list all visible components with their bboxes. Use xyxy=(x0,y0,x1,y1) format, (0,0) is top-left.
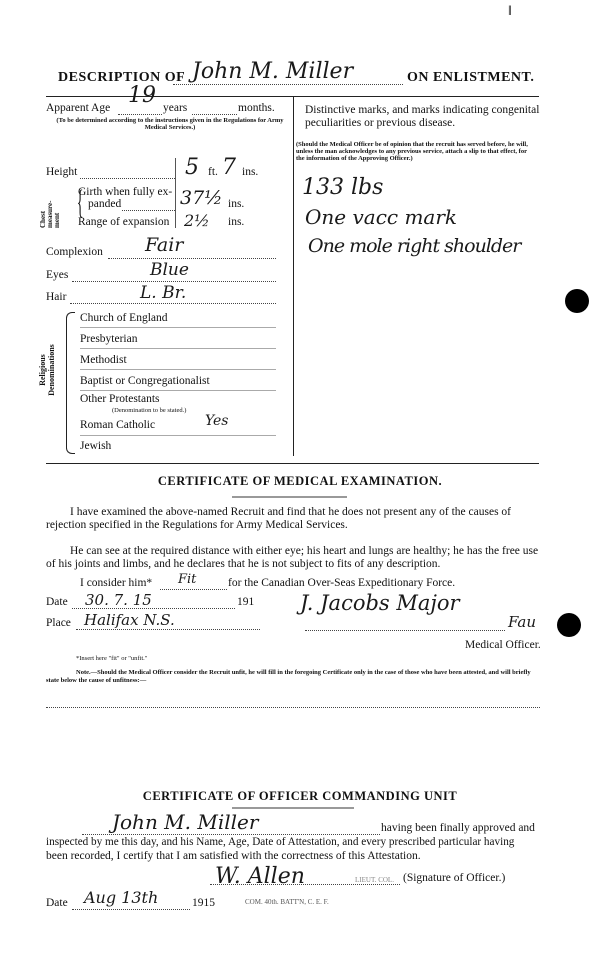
signature-of-officer-label: (Signature of Officer.) xyxy=(403,872,506,884)
religion-item: Presbyterian xyxy=(80,333,138,345)
rule xyxy=(80,369,276,370)
medical-officer-label: Medical Officer. xyxy=(465,639,541,651)
officer-signature-dots xyxy=(210,884,400,885)
denomination-note: (Denomination to be stated.) xyxy=(112,407,187,414)
age-dots xyxy=(118,114,162,115)
rule xyxy=(80,435,276,436)
insert-note: *Insert here "fit" or "unfit." xyxy=(76,655,148,662)
date-label: Date xyxy=(46,596,68,608)
officer-date-value: Aug 13th xyxy=(84,888,159,907)
recruit-name: John M. Miller xyxy=(192,59,354,84)
place-dots xyxy=(76,629,260,630)
marks-label: Distinctive marks, and marks indicating congenital peculiarities or previous disease. xyxy=(305,104,540,129)
age-note: (To be determined according to the instructions given in the Regulations for Army Medical Services.) xyxy=(56,117,284,131)
consider-label: I consider him* xyxy=(80,577,153,589)
marks-note: (Should the Medical Officer be of opinion that the recruit has served before, he will, unless the man acknowledges to any previous service, attach a slip to that effect, for the information of the Approving Officer.) xyxy=(296,141,528,162)
range-label: Range of expansion xyxy=(78,216,170,228)
religion-label: Religious Denominations xyxy=(38,344,56,396)
place-label: Place xyxy=(46,617,71,629)
marks-line: One mole right shoulder xyxy=(308,235,521,257)
officer-title: CERTIFICATE OF OFFICER COMMANDING UNIT xyxy=(142,789,458,803)
religion-brace xyxy=(66,312,75,454)
range-value: 2½ xyxy=(184,211,210,230)
height-dots xyxy=(80,178,175,179)
title-underline xyxy=(232,807,354,809)
officer-date-label: Date xyxy=(46,897,68,909)
section-rule xyxy=(46,463,539,464)
range-ins: ins. xyxy=(228,216,245,228)
unfitness-dots xyxy=(46,707,540,708)
measure-divider xyxy=(175,158,176,228)
consider-value: Fit xyxy=(178,572,197,587)
age-label: Apparent Age xyxy=(46,102,111,114)
description-title-left: DESCRIPTION OF xyxy=(58,70,186,85)
religion-item: Other Protestants xyxy=(80,393,160,405)
ins-label: ins. xyxy=(242,166,259,178)
months-dots xyxy=(192,114,237,115)
girth-label-2: panded xyxy=(88,198,122,210)
date-value: 30. 7. 15 xyxy=(85,591,152,609)
religion-item: Church of England xyxy=(80,312,168,324)
eyes-dots xyxy=(72,281,276,282)
hair-label: Hair xyxy=(46,291,67,303)
religion-item: Jewish xyxy=(80,440,112,452)
religion-item: Methodist xyxy=(80,354,127,366)
chest-label: Chest measure-ment xyxy=(39,200,61,228)
complexion-value: Fair xyxy=(145,234,184,256)
medical-signature: J. Jacobs Major xyxy=(300,591,460,615)
rule xyxy=(80,390,276,391)
officer-recruit-name: John M. Miller xyxy=(112,810,259,834)
ft-label: ft. xyxy=(208,166,218,178)
medical-para-1: I have examined the above-named Recruit and find that he does not present any of the causes of rejection specified in the Regulations for Army Medical Services. xyxy=(46,506,511,531)
officer-line-1: having been finally approved and xyxy=(381,822,535,834)
officer-year: 1915 xyxy=(192,897,215,909)
rule xyxy=(80,348,276,349)
medical-title: CERTIFICATE OF MEDICAL EXAMINATION. xyxy=(157,474,443,488)
year-prefix: 191 xyxy=(237,596,255,608)
years-label: years xyxy=(163,102,188,114)
title-underline xyxy=(232,496,347,498)
consider-dots xyxy=(160,589,227,590)
girth-label: Girth when fully ex- xyxy=(78,186,173,198)
height-ft-value: 5 xyxy=(185,155,199,180)
hair-value: L. Br. xyxy=(140,283,187,303)
medical-signature-2: Fau xyxy=(508,613,536,631)
signature-dots xyxy=(305,630,505,631)
punch-hole xyxy=(565,289,589,313)
rule xyxy=(80,327,276,328)
medical-note: Note.—Should the Medical Officer consider the Recruit unfit, he will fill in the foregoing Certificate only in the case of those who have been attested, and will briefly state below the cause of unfitness:— xyxy=(46,669,531,684)
height-label: Height xyxy=(46,166,78,178)
medical-para-2: He can see at the required distance with either eye; his heart and lungs are healthy; he has the free use of his joints and limbs, and he declares that he is not subject to fits of any description. xyxy=(46,545,539,570)
officer-line-3: been recorded, I certify that I am satisfied with the correctness of this Attestation. xyxy=(46,850,421,862)
officer-signature: W. Allen xyxy=(215,864,305,889)
eyes-value: Blue xyxy=(150,260,189,280)
column-divider xyxy=(293,96,294,456)
height-in-value: 7 xyxy=(222,155,236,180)
rank-stamp: LIEUT. COL. xyxy=(355,876,394,884)
consider-tail: for the Canadian Over-Seas Expeditionary Force. xyxy=(228,577,456,589)
religion-value: Yes xyxy=(205,413,229,429)
officer-date-dots xyxy=(72,909,190,910)
religion-item: Baptist or Congregationalist xyxy=(80,375,210,387)
marks-line: One vacc mark xyxy=(305,205,458,229)
girth-dots xyxy=(122,210,175,211)
complexion-dots xyxy=(108,258,276,259)
religion-item: Roman Catholic xyxy=(80,419,156,431)
months-label: months. xyxy=(238,102,275,114)
place-value: Halifax N.S. xyxy=(84,611,175,629)
hair-dots xyxy=(70,303,276,304)
complexion-label: Complexion xyxy=(46,246,103,258)
age-value: 19 xyxy=(128,83,156,108)
eyes-label: Eyes xyxy=(46,269,69,281)
scan-mark: ǁ xyxy=(508,4,512,19)
chest-brace: { xyxy=(76,184,84,221)
girth-ins: ins. xyxy=(228,198,245,210)
description-title-right: ON ENLISTMENT. xyxy=(407,70,535,85)
officer-line-2: inspected by me this day, and his Name, Age, Date of Attestation, and every prescribed particular having xyxy=(46,836,515,848)
unit-stamp: COM. 40th. BATT'N, C. E. F. xyxy=(245,898,329,906)
officer-name-dots xyxy=(82,834,380,835)
girth-value: 37½ xyxy=(180,187,223,209)
punch-hole xyxy=(557,613,581,637)
marks-line: 133 lbs xyxy=(302,175,384,200)
